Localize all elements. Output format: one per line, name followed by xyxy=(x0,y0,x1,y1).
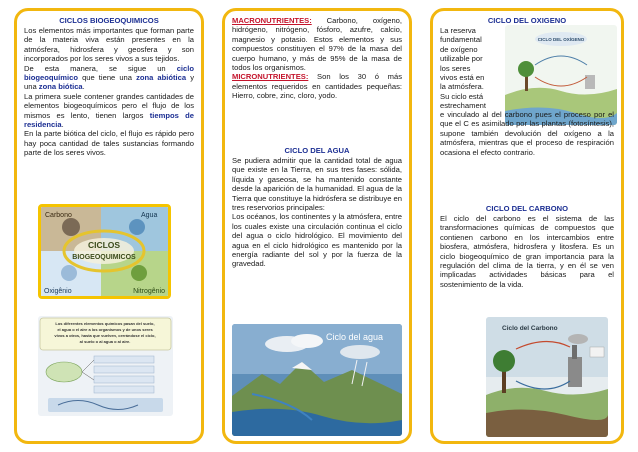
label-carbono: Carbono xyxy=(45,212,72,219)
carbono-text: El ciclo del carbono es el sistema de las transformaciones químicas de compuestos que contienen carbono en los intercambios entre biosfera, atmósfera, hidrosfera y litosfera. Es un ciclo biogeoquímico de gran importancia para la regulación del clima de la tierra, y en él se ven implicadas actividades básicas para el sostenimiento de la vida. xyxy=(440,214,614,289)
panel-oxigeno-carbono xyxy=(430,8,624,444)
agua-paragraph-2: Los océanos, los continentes y la atmósfera, entre los cuales existe una circulación continua el ciclo del agua o ciclo hidrológico. El movimiento del agua en el ciclo hidrológico es mantenido por la energía radiante del sol y por la fuerza de la gravedad. xyxy=(232,212,402,269)
section-title-oxigeno: CICLO DEL OXIGENO xyxy=(487,16,567,25)
nutrientes-text xyxy=(232,16,402,101)
ciclo-agua-image xyxy=(232,324,402,436)
ciclo-carbono-image xyxy=(486,317,608,437)
section-title-carbono: CICLO DEL CARBONO xyxy=(485,204,569,213)
image-title-ciclos: CICLOS xyxy=(87,240,121,250)
diagram-header-line-2: el agua o el aire a los organismos y de unos seres xyxy=(57,327,153,332)
term-zona-biotica: zona biótica xyxy=(38,82,83,92)
paragraph-3: La primera suele contener grandes cantidades de elementos biogeoquímicos pero el flujo de los mismos es lento, tienen largos tiempos de residencia. xyxy=(24,91,194,130)
panel-nutrientes-agua xyxy=(222,8,412,444)
diagram-header-line-1: Los diferentes elementos químicos pasan del suelo, xyxy=(55,321,155,326)
label-agua: Agua xyxy=(141,212,158,219)
agua-text xyxy=(232,156,402,269)
oxigeno-rest-text: e vinculado al del carbono pues el proceso por el que el C es asimilado por las plantas (fotosíntesis), supone también devolución del oxígeno a la atmósfera, mientras que el proceso de respiración ocasiona el efecto contrario. xyxy=(440,110,614,157)
panel-ciclos-biogeoquimicos xyxy=(14,8,204,444)
ciclos-biogeoquimicos-image xyxy=(38,204,171,299)
oxigeno-narrow-text: La reserva fundamental de oxígeno utilizable por los seres vivos está en la atmósfera. Su ciclo está estrechament xyxy=(440,26,487,111)
term-ciclo-biogeoquimico: ciclo biogeoquímico xyxy=(24,63,194,83)
term-zona-abiotica: zona abiótica xyxy=(136,73,187,83)
macronutrientes-paragraph: MACRONUTRIENTES: Carbono, oxígeno, hidrógeno, nitrógeno, fósforo, azufre, calcio, magnesio y potasio. Estos elementos y sus compuestos constituyen el 97% de la masa del cuerpo humano, y más de 95% de la masa de todos los organismos. xyxy=(232,16,402,73)
label-micronutrientes: MICRONUTRIENTES: xyxy=(232,72,309,82)
image-label-ciclo-agua: Ciclo del agua xyxy=(326,332,384,342)
agua-paragraph-1: Se pudiera admitir que la cantidad total de agua que existe en la Tierra, en sus tres fases: sólida, líquida y gaseosa, se ha mantenido constante desde la aparición de la humanidad. El agua de la Tierra que constituye la hidrósfera se distribuye en tres reservorios principales: xyxy=(232,156,402,213)
image-label-ciclo-carbono: Ciclo del Carbono xyxy=(502,325,558,332)
term-tiempos-residencia: tiempos de residencia xyxy=(24,110,194,130)
label-nitrogenio: Nitrogênio xyxy=(133,288,165,295)
micronutrientes-paragraph: MICRONUTRIENTES: Son los 30 ó más elementos requeridos en cantidades pequeñas: Hierro, cobre, zinc, cloro, yodo. xyxy=(232,72,402,101)
label-oxigenio: Oxigênio xyxy=(44,288,72,295)
paragraph-2: De esta manera, se sigue un ciclo biogeoquímico que tiene una zona abiótica y una zona biótica. xyxy=(24,63,194,92)
diagram-header-line-4: al suelo o al agua o al aire. xyxy=(79,339,131,344)
image-title-biogeoquimicos: BIOGEOQUIMICOS xyxy=(72,254,136,261)
intro-text xyxy=(24,26,194,158)
diagram-header-line-3: vivos a otros, hasta que vuelven, cerrándose el ciclo, xyxy=(54,333,156,338)
section-title-ciclos: CICLOS BIOGEOQUIMICOS xyxy=(59,16,159,25)
paragraph-4: En la parte biótica del ciclo, el flujo es rápido pero hay poca cantidad de tales sustancias formando parte de los seres vivos. xyxy=(24,129,194,158)
paragraph-1: Los elementos más importantes que forman parte de la materia viva están presentes en la atmósfera, hidrosfera y geosfera y son incorporados por los seres vivos a sus tejidos. xyxy=(24,26,194,64)
diagrama-elementos-image xyxy=(38,316,173,416)
label-macronutrientes: MACRONUTRIENTES: xyxy=(232,16,312,25)
image-label-ciclo-oxigeno: CICLO DEL OXÍGENO xyxy=(537,37,585,42)
section-title-agua: CICLO DEL AGUA xyxy=(284,146,350,155)
